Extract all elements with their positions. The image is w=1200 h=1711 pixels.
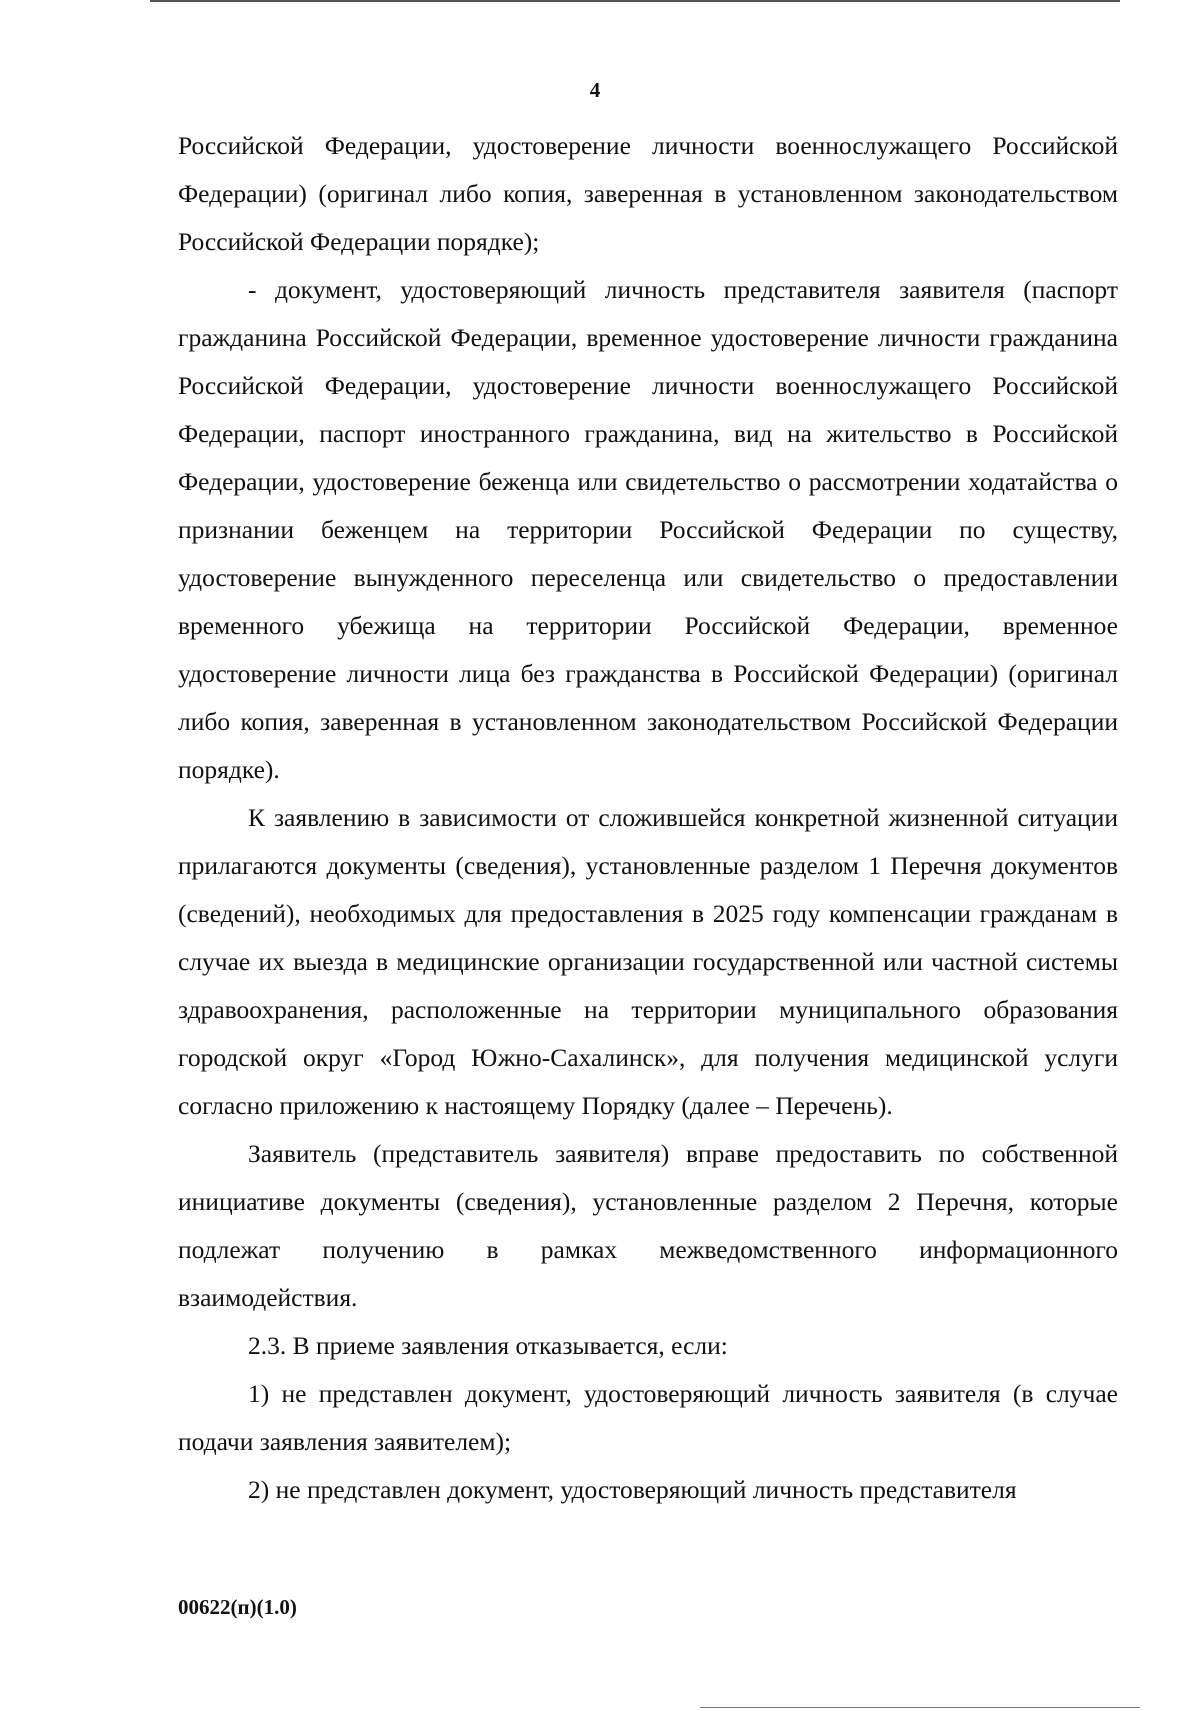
paragraph-refusal-item-1: 1) не представлен документ, удостоверяющий личность заявителя (в случае подачи заявления заявителем); (178, 1379, 1118, 1456)
paragraph-refusal-item-2: 2) не представлен документ, удостоверяющий личность представителя (248, 1475, 1017, 1504)
paragraph-representative-id: - документ, удостоверяющий личность представителя заявителя (паспорт гражданина Российской Федерации, временное удостоверение личности гражданина Российской Федерации, удостоверение личности военнослужащего Российской Федерации, паспорт иностранного гражданина, вид на жительство в Российской Федерации, удостоверение беженца или свидетельство о рассмотрении ходатайства о признании беженцем на территории Российской Федерации по существу, удостоверение вынужденного переселенца или свидетельство о предоставлении временного убежища на территории Российской Федерации, временное удостоверение личности лица без гражданства в Российской Федерации) (оригинал либо копия, заверенная в установленном законодательством Российской Федерации порядке). (178, 275, 1118, 784)
document-body (178, 122, 1118, 1514)
paragraph-continuation: Российской Федерации, удостоверение личности военнослужащего Российской Федерации) (оригинал либо копия, заверенная в установленном законодательством Российской Федерации порядке); (178, 131, 1118, 256)
bottom-edge-line (700, 1707, 1140, 1708)
document-code: 00622(п)(1.0) (178, 1595, 297, 1619)
paragraph-attached-documents: К заявлению в зависимости от сложившейся конкретной жизненной ситуации прилагаются документы (сведения), установленные разделом 1 Перечня документов (сведений), необходимых для предоставления в 2025 году компенсации гражданам в случае их выезда в медицинские организации государственной или частной системы здравоохранения, расположенные на территории муниципального образования городской округ «Город Южно-Сахалинск», для получения медицинской услуги согласно приложению к настоящему Порядку (далее – Перечень). (178, 803, 1118, 1120)
page-number: 4 (589, 78, 601, 102)
paragraph-refusal-heading: 2.3. В приеме заявления отказывается, если: (248, 1331, 728, 1360)
paragraph-own-initiative: Заявитель (представитель заявителя) вправе предоставить по собственной инициативе документы (сведения), установленные разделом 2 Перечня, которые подлежат получению в рамках межведомственного информационного взаимодействия. (178, 1139, 1118, 1312)
top-edge-line (150, 0, 1120, 2)
